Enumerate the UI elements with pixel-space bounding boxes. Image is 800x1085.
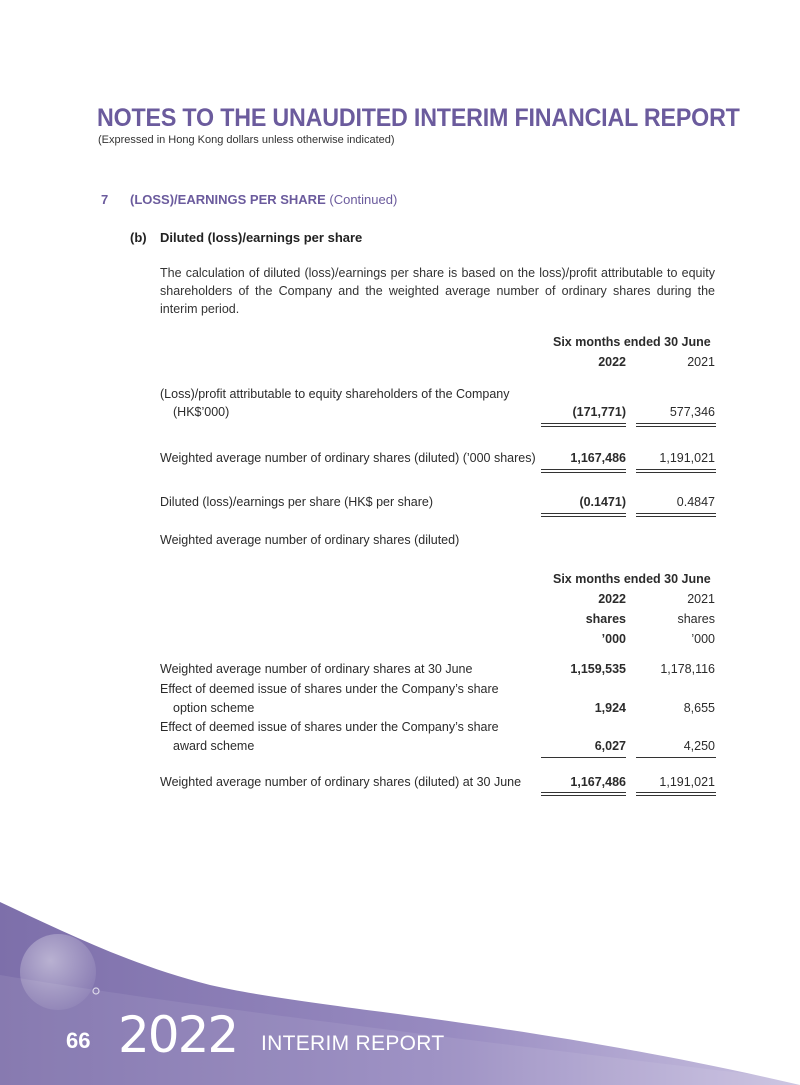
table1-row1-v2022: (171,771) [572, 405, 626, 419]
table2-scale-2021: ’000 [691, 632, 715, 646]
table2-total-v2022: 1,167,486 [570, 775, 626, 789]
table2-scale-2022: ’000 [601, 632, 626, 646]
table2-total-v2021: 1,191,021 [659, 775, 715, 789]
table2-row2-label-cont: option scheme [173, 701, 255, 715]
table1-row1-double-rule-2021 [636, 423, 716, 427]
table2-row1-v2021: 1,178,116 [660, 662, 715, 676]
table1-row3-double-rule-2021 [636, 513, 716, 517]
table2-unit-2022: shares [585, 612, 626, 626]
page-subtitle: (Expressed in Hong Kong dollars unless otherwise indicated) [98, 134, 395, 146]
section-title [130, 192, 397, 207]
subsection-title: Diluted (loss)/earnings per share [160, 230, 363, 245]
report-label: INTERIM REPORT [261, 1032, 445, 1055]
table2-subtotal-rule-2021 [636, 757, 716, 758]
table1-row1-label: (Loss)/profit attributable to equity shareholders of the Company [160, 387, 510, 401]
table1-row2-label: Weighted average number of ordinary shares (diluted) (’000 shares) [160, 451, 536, 465]
section-continued: (Continued) [329, 192, 398, 207]
table2-row1-label: Weighted average number of ordinary shares at 30 June [160, 662, 473, 676]
section-title-text: (LOSS)/EARNINGS PER SHARE [130, 192, 326, 207]
table2-row2-v2021: 8,655 [683, 701, 715, 715]
table2-total-double-rule-2022 [541, 792, 626, 796]
section-number: 7 [101, 192, 109, 207]
subsection-label: (b) [130, 230, 147, 245]
table1-row1-label-unit: (HK$’000) [173, 405, 230, 419]
table2-period-header: Six months ended 30 June [553, 572, 711, 586]
table1-row2-double-rule-2021 [636, 469, 716, 473]
table1-row1-v2021: 577,346 [669, 405, 715, 419]
table2-row3-v2021: 4,250 [683, 739, 715, 753]
table2-total-label: Weighted average number of ordinary shares (diluted) at 30 June [160, 775, 522, 789]
table1-period-header: Six months ended 30 June [553, 335, 711, 349]
page-number: 66 [66, 1028, 91, 1053]
table1-row3-v2021: 0.4847 [676, 495, 715, 509]
table2-subtotal-rule-2022 [541, 757, 626, 758]
table1-row3-double-rule-2022 [541, 513, 626, 517]
table1-row3-label: Diluted (loss)/earnings per share (HK$ per share) [160, 495, 434, 509]
table2-row3-label-cont: award scheme [173, 739, 255, 753]
paragraph: The calculation of diluted (loss)/earnings per share is based on the loss)/profit attributable to equity shareholders of the Company and the weighted average number of ordinary shares during the interim period. [160, 266, 715, 316]
table2-row2-label: Effect of deemed issue of shares under the Company’s share [160, 682, 499, 696]
table1-col-2021: 2021 [687, 355, 715, 369]
table2-row3-label: Effect of deemed issue of shares under the Company’s share [160, 720, 499, 734]
table1-col-2022: 2022 [598, 355, 626, 369]
table2-caption: Weighted average number of ordinary shares (diluted) [160, 533, 460, 547]
table2-row2-v2022: 1,924 [594, 701, 626, 715]
table1-row1-double-rule-2022 [541, 423, 626, 427]
report-year: 2022 [118, 1006, 238, 1064]
footer-orb [20, 934, 96, 1010]
table1-row3-v2022: (0.1471) [579, 495, 626, 509]
table1-row2-v2021: 1,191,021 [659, 451, 715, 465]
table2-row3-v2022: 6,027 [594, 739, 626, 753]
table1-row2-double-rule-2022 [541, 469, 626, 473]
table2-unit-2021: shares [677, 612, 715, 626]
table2-total-double-rule-2021 [636, 792, 716, 796]
table2-col-2021: 2021 [687, 592, 715, 606]
table2-col-2022: 2022 [598, 592, 626, 606]
page-title: NOTES TO THE UNAUDITED INTERIM FINANCIAL REPORT [97, 104, 740, 132]
table2-row1-v2022: 1,159,535 [570, 662, 626, 676]
table1-row2-v2022: 1,167,486 [570, 451, 626, 465]
